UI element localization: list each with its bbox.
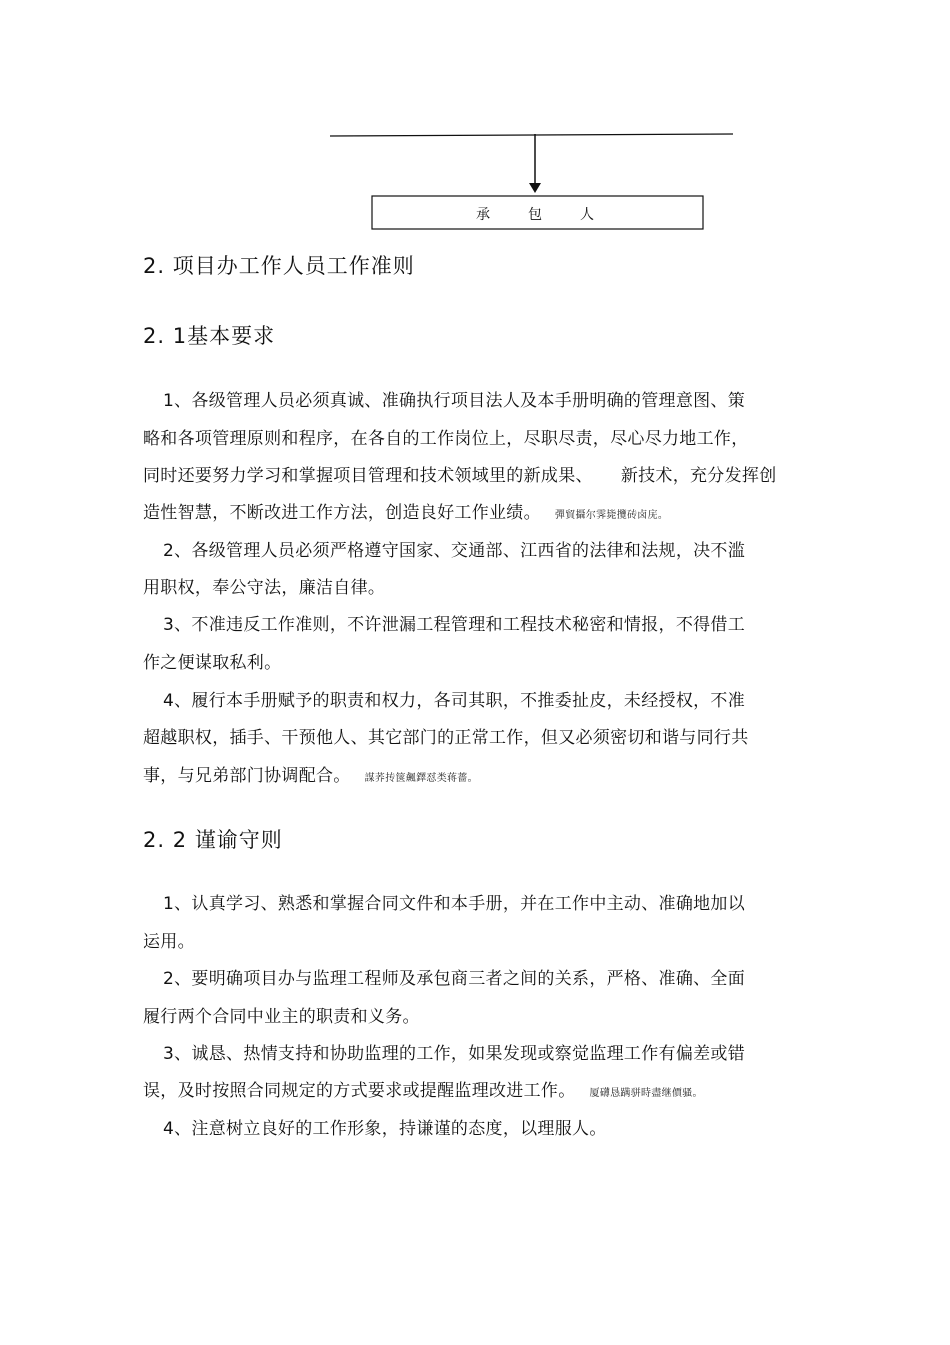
section-2-heading: 2. 项目办工作人员工作准则 [143,254,415,278]
section-2-2-heading: 2. 2 谨谕守则 [143,828,283,852]
paragraph-line: 4、注意树立良好的工作形象，持谦谨的态度，以理服人。 [163,1119,607,1139]
section-2-1-heading: 2. 1基本要求 [143,324,276,348]
paragraph-line: 运用。 [143,932,195,952]
paragraph-line: 履行两个合同中业主的职责和义务。 [143,1007,420,1027]
paragraph-line [143,498,668,523]
garbled-note: 厦礴恳蹒骈時盡继價骚。 [589,1088,703,1099]
paragraph-line: 1、认真学习、熟悉和掌握合同文件和本手册，并在工作中主动、准确地加以 [163,894,746,914]
paragraph-line: 超越职权，插手、干预他人、其它部门的正常工作，但又必须密切和谐与同行共 [143,728,749,748]
paragraph-line: 3、不准违反工作准则，不许泄漏工程管理和工程技术秘密和情报，不得借工 [163,615,746,635]
contractor-box-label: 承包人 [476,207,632,223]
paragraph-line [143,461,777,486]
text-span: 误，及时按照合同规定的方式要求或提醒监理改进工作。 [143,1081,576,1101]
text-span: 同时还要努力学习和掌握项目管理和技术领域里的新成果、 [143,466,593,486]
paragraph-line: 3、诚恳、热情支持和协助监理的工作，如果发现或察觉监理工作有偏差或错 [163,1044,746,1064]
paragraph-line [143,1076,703,1101]
paragraph-line: 1、各级管理人员必须真诚、准确执行项目法人及本手册明确的管理意图、策 [163,391,746,411]
flow-diagram [0,0,950,240]
horizontal-connector [330,134,733,136]
garbled-note: 彈貿攝尔霁毙攬砖卤庑。 [554,510,669,521]
text-span: 造性智慧，不断改进工作方法，创造良好工作业绩。 [143,503,541,523]
paragraph-line: 作之便谋取私利。 [143,653,282,673]
text-span: 新技术，充分发挥创 [620,466,777,486]
paragraph-line: 用职权，奉公守法，廉洁自律。 [143,578,386,598]
paragraph-line: 2、各级管理人员必须严格遵守国家、交通部、江西省的法律和法规，决不滥 [163,541,746,561]
arrow-head [529,183,541,193]
paragraph-line: 2、要明确项目办与监理工程师及承包商三者之间的关系，严格、准确、全面 [163,969,746,989]
paragraph-line: 略和各项管理原则和程序，在各自的工作岗位上，尽职尽责，尽心尽力地工作， [143,429,749,449]
text-span: 事，与兄弟部门协调配合。 [143,766,351,786]
paragraph-line: 4、履行本手册赋予的职责和权力，各司其职，不推委扯皮，未经授权，不准 [163,691,746,711]
garbled-note: 謀荞抟箧飆鐸怼类蒋薔。 [364,773,478,784]
paragraph-line [143,761,478,786]
